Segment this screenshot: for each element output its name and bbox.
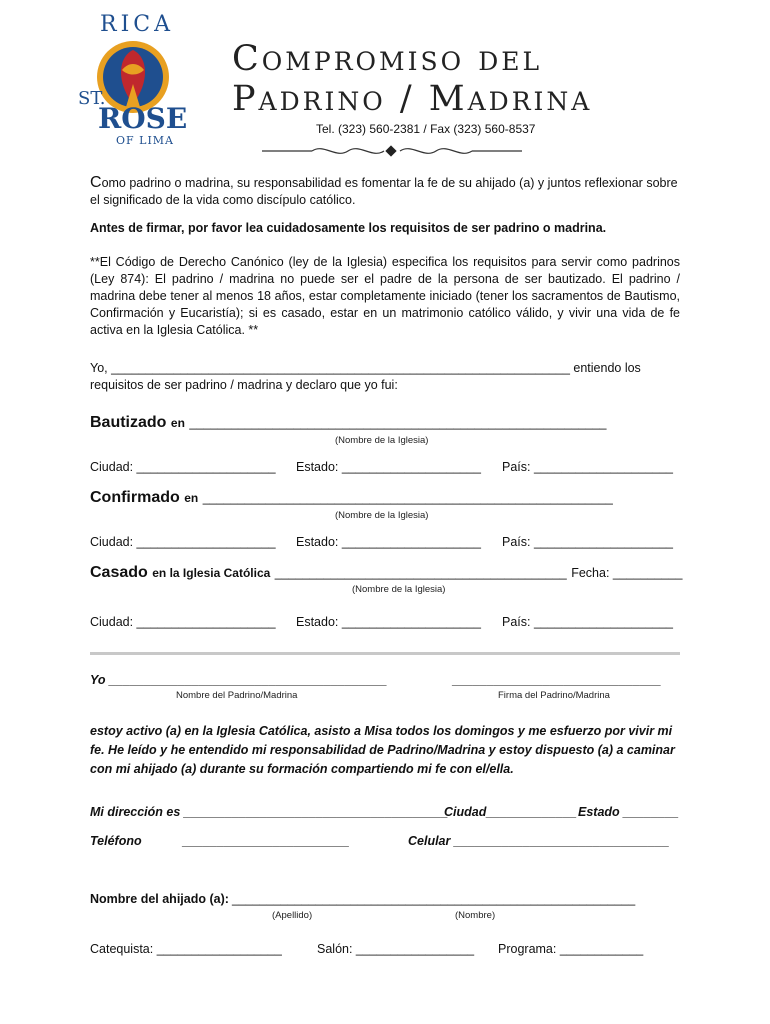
casado-pais[interactable]: País: ____________________ [502, 615, 673, 629]
logo-text-top: RICA [100, 12, 174, 37]
confirmado-row[interactable] [90, 489, 613, 507]
godchild-apellido-caption: (Apellido) [272, 910, 313, 921]
casado-row[interactable] [90, 564, 682, 582]
address-estado-field[interactable]: Estado ________ [578, 805, 679, 819]
confirmado-estado[interactable]: Estado: ____________________ [296, 535, 481, 549]
confirmado-en: en [184, 491, 199, 505]
programa-field[interactable]: Programa: ____________ [498, 942, 644, 956]
bautizado-ciudad[interactable]: Ciudad: ____________________ [90, 460, 276, 474]
casado-ciudad[interactable]: Ciudad: ____________________ [90, 615, 276, 629]
confirmado-church-line[interactable]: ___________________________________________________________ [202, 491, 613, 505]
declaration-line1[interactable]: Yo, __________________________________________________________________ entiendo los [90, 361, 641, 375]
page-title-line2: Padrino / Madrina [232, 79, 593, 119]
casado-estado[interactable]: Estado: ____________________ [296, 615, 481, 629]
casado-church-line[interactable]: __________________________________________ [274, 566, 567, 580]
intro-drop-cap: C [90, 174, 102, 191]
salon-field[interactable]: Salón: _________________ [317, 942, 475, 956]
signature-firma-caption: Firma del Padrino/Madrina [498, 690, 610, 701]
bautizado-en: en [170, 416, 185, 430]
godchild-label: Nombre del ahijado (a): [90, 892, 229, 906]
page-title-line1: Compromiso del [232, 39, 543, 79]
parish-logo [78, 12, 188, 152]
signature-name-caption: Nombre del Padrino/Madrina [176, 690, 298, 701]
address-ciudad-field[interactable]: Ciudad_____________ [444, 805, 577, 819]
godchild-nombre-caption: (Nombre) [455, 910, 496, 921]
confirmado-label: Confirmado [90, 489, 180, 506]
intro-text: omo padrino o madrina, su responsabilidad es fomentar la fe de su ahijado (a) y juntos reflexionar sobre el significado de la vida como discípulo católico. [90, 176, 678, 207]
ornament-divider-icon [262, 142, 522, 160]
instruction-text: Antes de firmar, por favor lea cuidadosamente los requisitos de ser padrino o madrina. [90, 221, 607, 235]
logo-text-rose: ROSE [98, 102, 188, 135]
casado-en: en la Iglesia Católica [152, 566, 271, 580]
bautizado-estado[interactable]: Estado: ____________________ [296, 460, 481, 474]
casado-caption: (Nombre de la Iglesia) [352, 584, 446, 595]
address-field[interactable]: Mi dirección es ______________________________________ [90, 805, 448, 819]
declaration-line2: requisitos de ser padrino / madrina y declaro que yo fui: [90, 378, 398, 392]
celular-field[interactable]: Celular _______________________________ [408, 834, 670, 848]
bautizado-pais[interactable]: País: ____________________ [502, 460, 673, 474]
commitment-paragraph: estoy activo (a) en la Iglesia Católica, asisto a Misa todos los domingos y me esfuerzo por vivir mi fe. He leído y he entendido mi responsabilidad de Padrino/Madrina y estoy dispuesto (a) a caminar con mi ahijado (a) durante su formación compartiendo mi fe con el/ella. [90, 724, 675, 776]
logo-text-bottom: OF LIMA [116, 134, 175, 147]
bautizado-caption: (Nombre de la Iglesia) [335, 435, 429, 446]
casado-label: Casado [90, 564, 148, 581]
bautizado-church-line[interactable]: ____________________________________________________________ [189, 416, 607, 430]
section-divider [90, 652, 680, 655]
logo-text-st: ST. [78, 88, 106, 109]
confirmado-pais[interactable]: País: ____________________ [502, 535, 673, 549]
bautizado-row[interactable] [90, 414, 607, 432]
telefono-label: Teléfono [90, 834, 142, 848]
intro-paragraph [90, 174, 680, 209]
requirements-paragraph: **El Código de Derecho Canónico (ley de la Iglesia) especifica los requisitos para servir como padrinos (Ley 874): El padrino / madrina no puede ser el padre de la persona de ser bautizado. El padrino / madrina debe tener al menos 18 años, estar completamente iniciado (tener los sacramentos de Bautismo, Confirmación y Eucaristía); si es casado, estar en un matrimonio católico válido, y vivir una vida de fe activa en la Iglesia Católica. ** [90, 255, 680, 337]
bautizado-label: Bautizado [90, 414, 167, 431]
godchild-name-line[interactable]: __________________________________________________________ [232, 892, 636, 906]
casado-fecha[interactable]: Fecha: __________ [571, 566, 683, 580]
catequista-field[interactable]: Catequista: __________________ [90, 942, 282, 956]
signature-firma-line[interactable]: ______________________________ [452, 673, 661, 687]
telefono-field[interactable]: ________________________ [182, 834, 349, 848]
confirmado-caption: (Nombre de la Iglesia) [335, 510, 429, 521]
contact-phone-fax: Tel. (323) 560-2381 / Fax (323) 560-8537 [316, 122, 536, 136]
confirmado-ciudad[interactable]: Ciudad: ____________________ [90, 535, 276, 549]
signature-name-line[interactable]: Yo ________________________________________ [90, 673, 388, 687]
